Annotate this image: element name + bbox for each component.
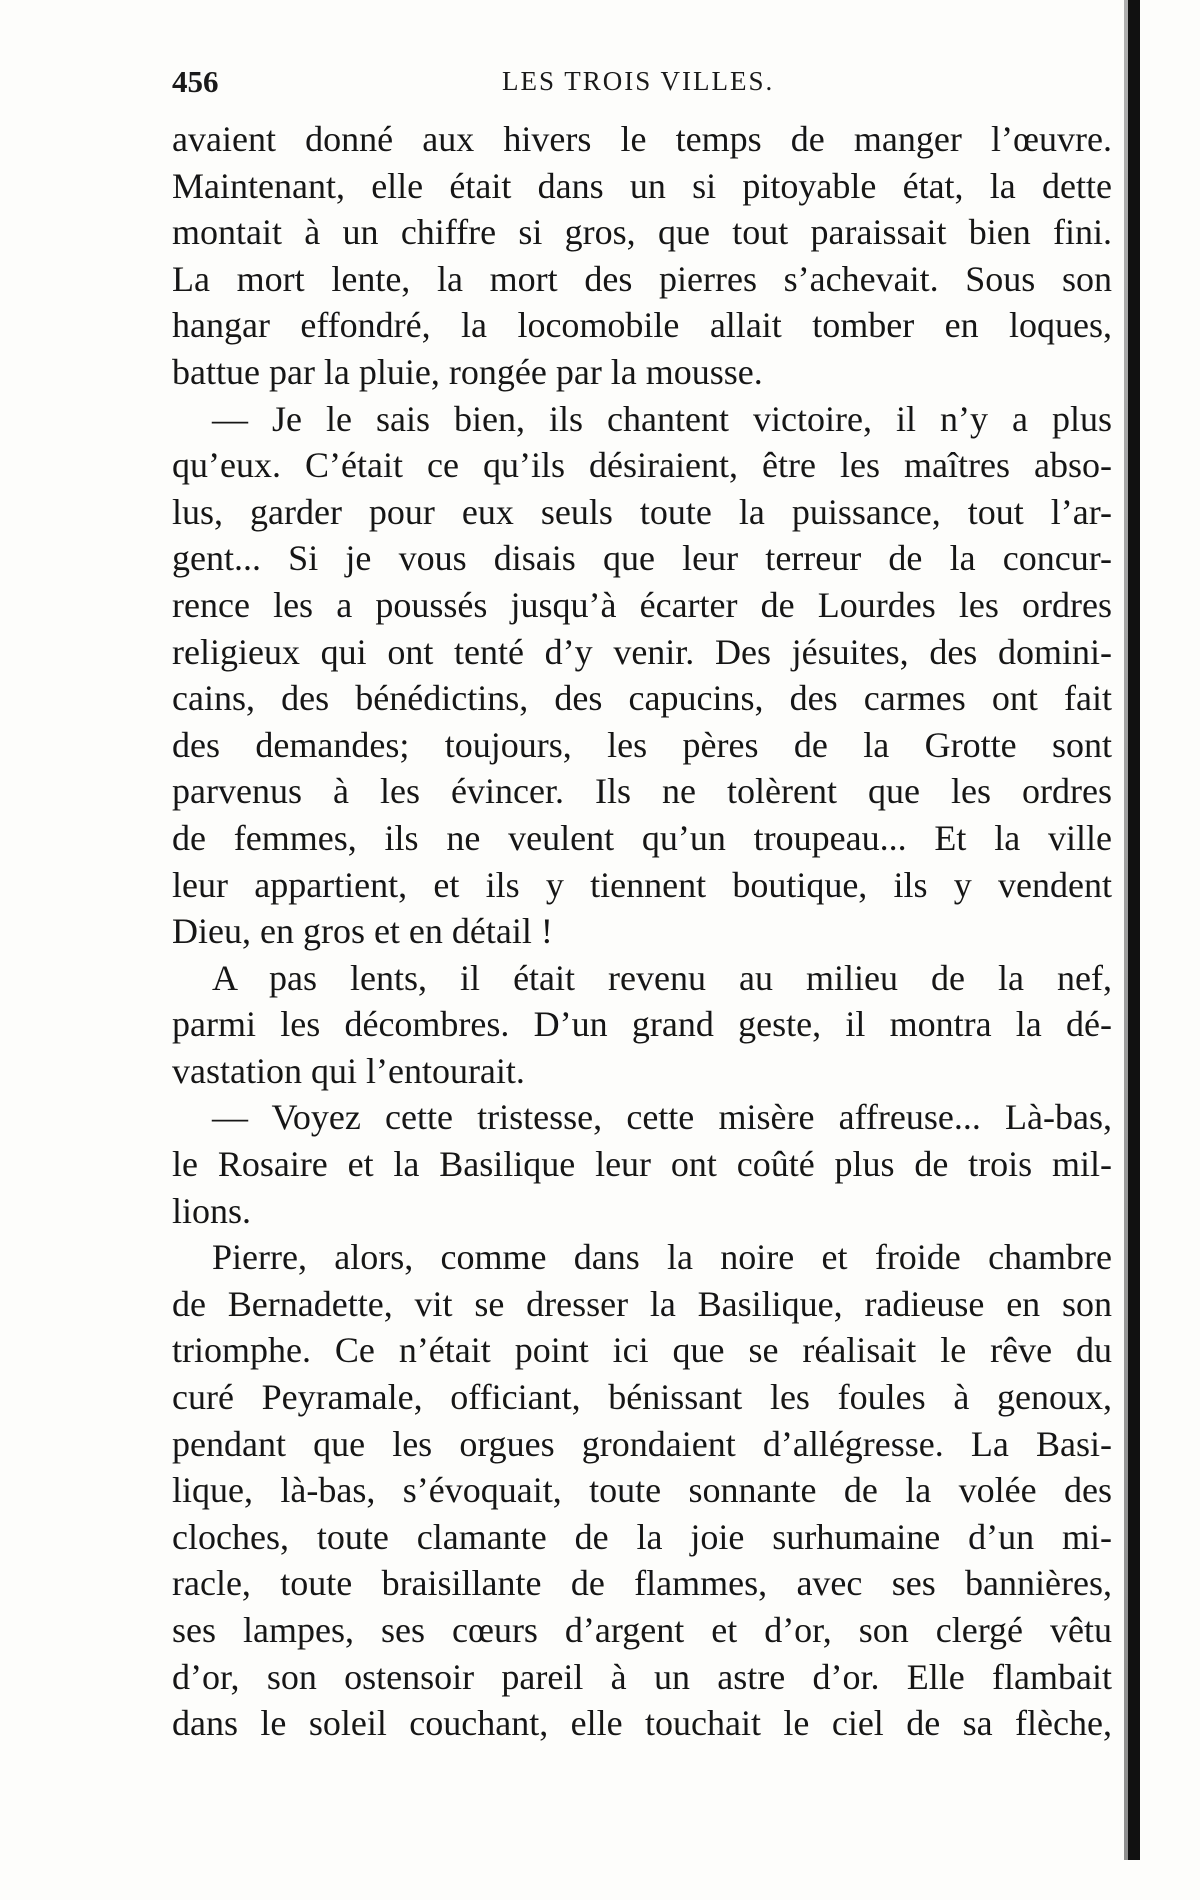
text-line: des demandes; toujours, les pères de la Grotte sont <box>172 724 1112 765</box>
text-line: le Rosaire et la Basilique leur ont coûté plus de trois mil- <box>172 1144 1112 1185</box>
text-line: ses lampes, ses cœurs d’argent et d’or, son clergé vêtu <box>172 1610 1112 1650</box>
page-number: 456 <box>172 64 219 99</box>
text-line: — Voyez cette tristesse, cette misère affreuse... Là-bas, <box>212 1097 1112 1138</box>
text-line: leur appartient, et ils y tiennent boutique, ils y vendent <box>172 864 1112 905</box>
text-line: qu’eux. C’était ce qu’ils désiraient, être les maîtres abso- <box>172 445 1112 486</box>
text-line: Pierre, alors, comme dans la noire et froide chambre <box>212 1237 1112 1278</box>
text-line: lique, là-bas, s’évoquait, toute sonnante de la volée des <box>172 1470 1112 1511</box>
text-line: cains, des bénédictins, des capucins, des carmes ont fait <box>172 678 1112 719</box>
body-text <box>172 116 1112 1747</box>
text-line: lus, garder pour eux seuls toute la puissance, tout l’ar- <box>172 491 1112 532</box>
text-line: lions. <box>172 1190 252 1231</box>
paragraph <box>172 1234 1112 1747</box>
text-line: Dieu, en gros et en détail ! <box>172 911 553 952</box>
text-line: — Je le sais bien, ils chantent victoire, il n’y a plus <box>212 398 1112 439</box>
page-binding-edge <box>1128 0 1140 1860</box>
text-line: rence les a poussés jusqu’à écarter de Lourdes les ordres <box>172 584 1112 625</box>
text-line: curé Peyramale, officiant, bénissant les foules à genoux, <box>172 1377 1112 1418</box>
text-line: pendant que les orgues grondaient d’allégresse. La Basi- <box>172 1423 1112 1464</box>
text-line: dans le soleil couchant, elle touchait le ciel de sa flèche, <box>172 1703 1112 1744</box>
text-line: cloches, toute clamante de la joie surhumaine d’un mi- <box>172 1516 1112 1557</box>
text-line: de Bernadette, vit se dresser la Basilique, radieuse en son <box>172 1283 1112 1324</box>
paragraph <box>172 116 1112 396</box>
text-line: Maintenant, elle était dans un si pitoyable état, la dette <box>172 165 1112 206</box>
text-line: triomphe. Ce n’était point ici que se réalisait le rêve du <box>172 1330 1112 1371</box>
paragraph <box>172 1094 1112 1234</box>
running-title: LES TROIS VILLES. <box>502 66 775 96</box>
text-line: de femmes, ils ne veulent qu’un troupeau... Et la ville <box>172 817 1112 858</box>
text-line: parvenus à les évincer. Ils ne tolèrent que les ordres <box>172 771 1112 812</box>
text-line: A pas lents, il était revenu au milieu de la nef, <box>212 957 1112 998</box>
paragraph <box>172 955 1112 1095</box>
text-line: hangar effondré, la locomobile allait tomber en loques, <box>172 305 1112 346</box>
text-line: parmi les décombres. D’un grand geste, il montra la dé- <box>172 1004 1112 1045</box>
page-header <box>172 64 1112 104</box>
text-line: montait à un chiffre si gros, que tout paraissait bien fini. <box>172 212 1112 253</box>
text-line: battue par la pluie, rongée par la mousse. <box>172 351 763 392</box>
text-line: avaient donné aux hivers le temps de manger l’œuvre. <box>172 119 1112 159</box>
text-line: vastation qui l’entourait. <box>172 1050 525 1091</box>
paragraph <box>172 396 1112 955</box>
text-line: d’or, son ostensoir pareil à un astre d’or. Elle flambait <box>172 1656 1112 1697</box>
text-line: gent... Si je vous disais que leur terreur de la concur- <box>172 538 1112 579</box>
text-line: La mort lente, la mort des pierres s’achevait. Sous son <box>172 258 1112 299</box>
text-line: racle, toute braisillante de flammes, avec ses bannières, <box>172 1563 1112 1604</box>
text-line: religieux qui ont tenté d’y venir. Des jésuites, des domini- <box>172 631 1112 672</box>
